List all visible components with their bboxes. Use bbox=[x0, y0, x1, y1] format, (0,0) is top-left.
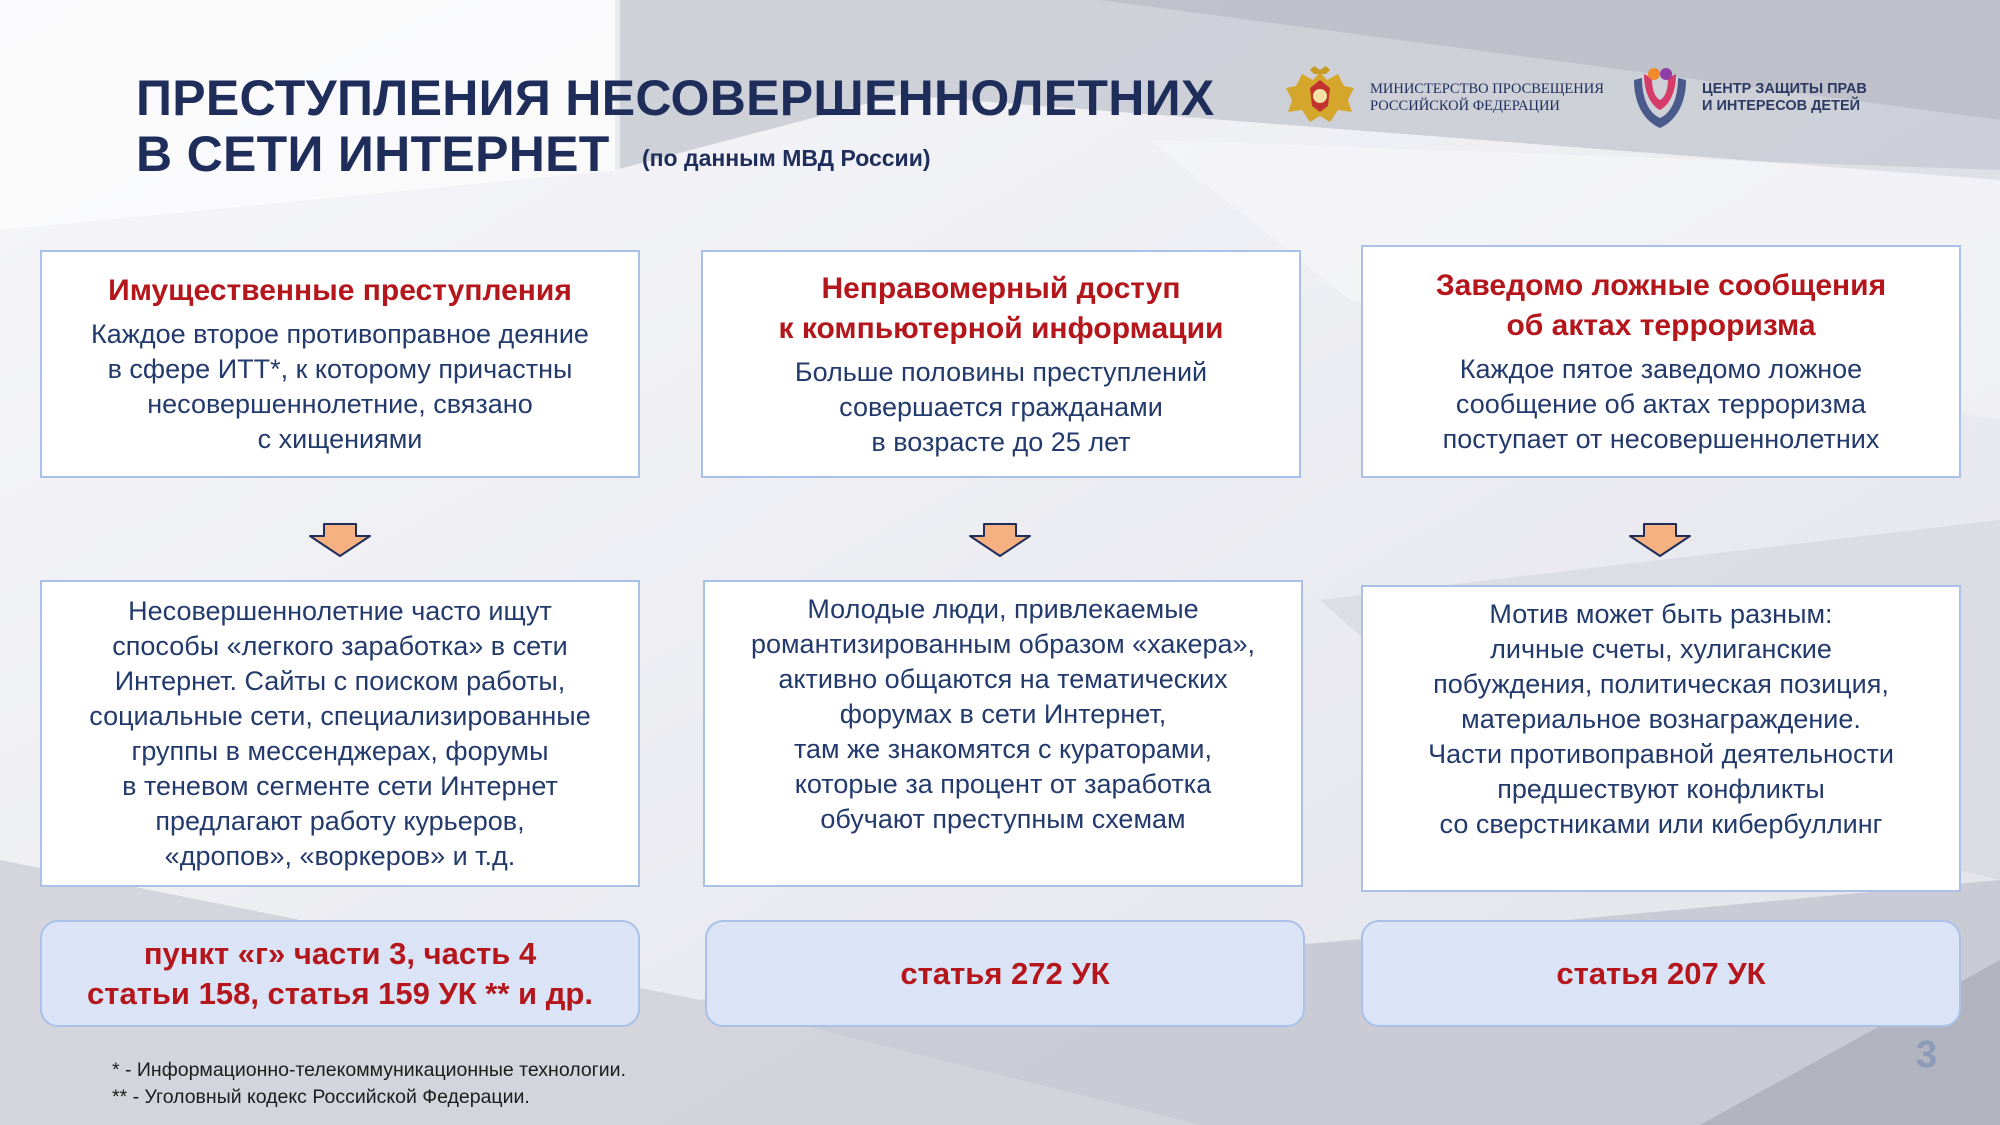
arrow-down-icon bbox=[966, 522, 1034, 558]
card-heading bbox=[779, 269, 1224, 349]
card-heading-line: Имущественные преступления bbox=[108, 274, 572, 307]
card-summary-line: поступает от несовершеннолетних bbox=[1442, 424, 1880, 454]
detail-line: предлагают работу курьеров, bbox=[155, 805, 525, 836]
detail-line: со сверстниками или кибербуллинг bbox=[1439, 809, 1883, 839]
card-heading bbox=[108, 271, 572, 311]
law-line: статьи 158, статья 159 УК ** и др. bbox=[87, 975, 593, 1011]
law-line: пункт «г» части 3, часть 4 bbox=[143, 935, 537, 971]
detail-line: Мотив может быть разным: bbox=[1489, 599, 1833, 629]
footnotes bbox=[112, 1057, 626, 1111]
detail-line: которые за процент от заработка bbox=[794, 769, 1212, 799]
card-heading bbox=[1436, 266, 1886, 346]
false-terror-reports-law-badge bbox=[1361, 920, 1961, 1027]
arrow-down-icon bbox=[1626, 522, 1694, 558]
card-heading-line: об актах терроризма bbox=[1506, 309, 1816, 342]
ministry-logo bbox=[1280, 66, 1604, 130]
center-logo bbox=[1628, 66, 1867, 130]
detail-line: Интернет. Сайты с поиском работы, bbox=[114, 665, 566, 696]
card-summary-line: в возрасте до 25 лет bbox=[871, 426, 1131, 457]
detail-line: там же знакомятся с кураторами, bbox=[793, 734, 1213, 764]
center-logo-text bbox=[1702, 81, 1867, 115]
card-summary-line: сообщение об актах терроризма bbox=[1455, 389, 1867, 419]
detail-text bbox=[1428, 597, 1894, 842]
card-summary-line: Каждое второе противоправное деяние bbox=[91, 319, 589, 349]
detail-line: социальные сети, специализированные bbox=[89, 700, 591, 731]
title-line: ПРЕСТУПЛЕНИЯ НЕСОВЕРШЕННОЛЕТНИХ bbox=[136, 70, 1215, 126]
card-summary-line: совершается гражданами bbox=[839, 391, 1163, 422]
detail-line: личные счеты, хулиганские bbox=[1490, 634, 1832, 664]
card-heading-line: к компьютерной информации bbox=[778, 311, 1224, 345]
property-crimes-detail bbox=[40, 580, 640, 887]
ministry-logo-line: МИНИСТЕРСТВО ПРОСВЕЩЕНИЯ bbox=[1370, 81, 1604, 97]
law-line: статья 272 УК bbox=[900, 955, 1110, 991]
page-number: 3 bbox=[1916, 1034, 1938, 1076]
title-line: В СЕТИ ИНТЕРНЕТ bbox=[136, 126, 610, 182]
detail-line: материальное вознаграждение. bbox=[1461, 704, 1861, 734]
ministry-logo-line: РОССИЙСКОЙ ФЕДЕРАЦИИ bbox=[1370, 98, 1560, 114]
property-crimes-card bbox=[40, 250, 640, 478]
detail-line: побуждения, политическая позиция, bbox=[1433, 669, 1889, 699]
coat-of-arms-icon bbox=[1280, 66, 1360, 130]
card-summary bbox=[91, 317, 589, 457]
detail-line: Несовершеннолетние часто ищут bbox=[128, 595, 552, 626]
card-summary-line: Больше половины преступлений bbox=[794, 356, 1208, 387]
detail-line: романтизированным образом «хакера», bbox=[750, 629, 1256, 659]
detail-line: предшествуют конфликты bbox=[1497, 774, 1825, 804]
detail-line: активно общаются на тематических bbox=[778, 664, 1228, 694]
unauthorized-access-detail bbox=[703, 580, 1303, 887]
property-crimes-law-badge bbox=[40, 920, 640, 1027]
false-terror-reports-detail bbox=[1361, 585, 1961, 892]
card-summary-line: несовершеннолетние, связано bbox=[147, 389, 533, 419]
detail-line: обучают преступным схемам bbox=[820, 804, 1186, 834]
unauthorized-access-card bbox=[701, 250, 1301, 478]
detail-line: «дропов», «воркеров» и т.д. bbox=[164, 840, 516, 871]
footnote-criminal-code: ** - Уголовный кодекс Российской Федерации. bbox=[112, 1086, 530, 1108]
detail-line: группы в мессенджерах, форумы bbox=[131, 735, 549, 766]
center-logo-line: ЦЕНТР ЗАЩИТЫ ПРАВ bbox=[1702, 81, 1867, 97]
card-summary bbox=[1443, 352, 1880, 457]
card-heading-line: Заведомо ложные сообщения bbox=[1435, 269, 1887, 302]
detail-line: Молодые люди, привлекаемые bbox=[807, 594, 1199, 624]
unauthorized-access-law-badge bbox=[705, 920, 1305, 1027]
card-summary-line: Каждое пятое заведомо ложное bbox=[1459, 354, 1863, 384]
detail-text bbox=[89, 594, 590, 874]
card-summary-line: с хищениями bbox=[257, 424, 423, 454]
child-protection-logo-icon bbox=[1628, 66, 1692, 130]
detail-line: форумах в сети Интернет, bbox=[839, 699, 1167, 729]
detail-text bbox=[751, 592, 1255, 837]
footnote-itt: * - Информационно-телекоммуникационные технологии. bbox=[112, 1059, 626, 1081]
law-line: статья 207 УК bbox=[1556, 955, 1766, 991]
arrow-down-icon bbox=[306, 522, 374, 558]
card-heading-line: Неправомерный доступ bbox=[821, 271, 1181, 305]
center-logo-line: И ИНТЕРЕСОВ ДЕТЕЙ bbox=[1702, 98, 1861, 114]
ministry-logo-text bbox=[1370, 81, 1604, 115]
detail-line: Части противоправной деятельности bbox=[1428, 739, 1894, 769]
card-summary bbox=[795, 355, 1207, 460]
detail-line: способы «легкого заработка» в сети bbox=[112, 630, 568, 661]
detail-line: в теневом сегменте сети Интернет bbox=[122, 770, 558, 801]
card-summary-line: в сфере ИТТ*, к которому причастны bbox=[107, 354, 573, 384]
slide-subtitle: (по данным МВД России) bbox=[642, 145, 931, 171]
false-terror-reports-card bbox=[1361, 245, 1961, 478]
